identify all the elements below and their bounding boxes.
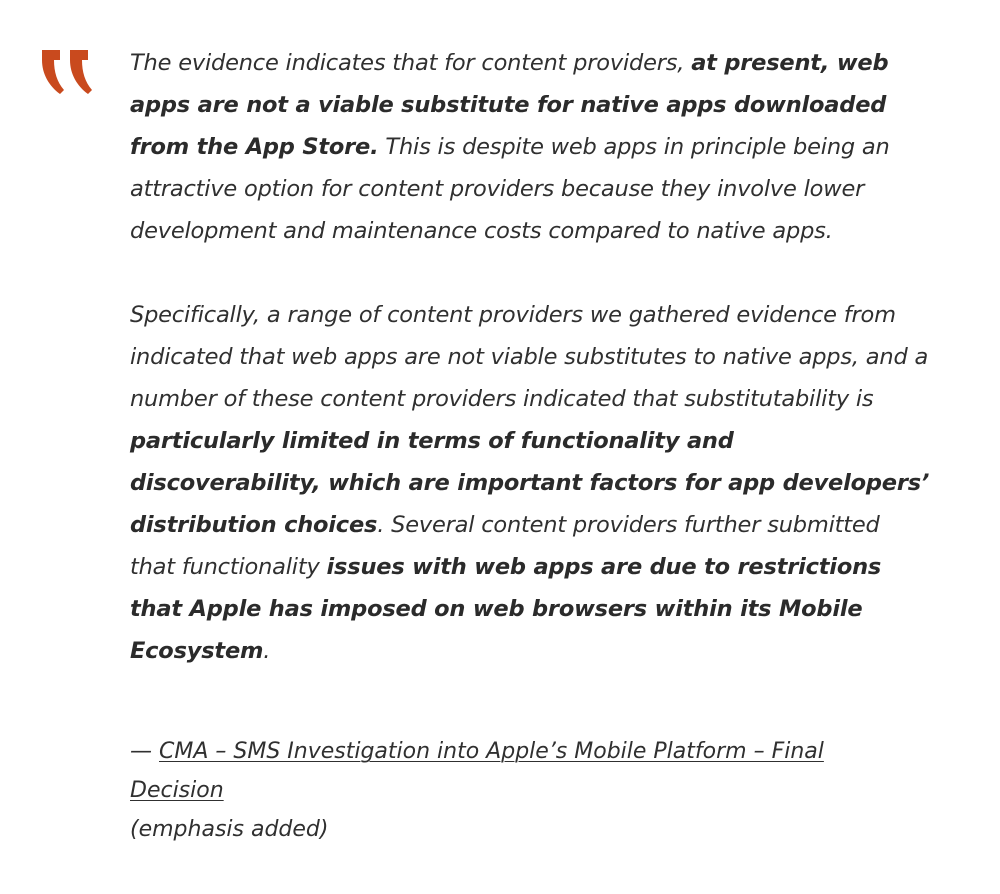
quote-paragraph-1 (130, 42, 930, 252)
quote-emphasis: issues with web apps are due to restrictions that Apple has imposed on web browsers within its Mobile Ecosystem (130, 554, 882, 664)
quote-text: This is despite web apps in principle being an attractive option for content providers because they involve lower development and maintenance costs compared to native apps. (130, 134, 890, 244)
source-link[interactable]: CMA – SMS Investigation into Apple’s Mobile Platform – Final Decision (130, 739, 824, 803)
emphasis-note: (emphasis added) (130, 817, 329, 842)
quote-text: . Several content providers further submitted that functionality (130, 512, 880, 580)
quote-body (130, 42, 930, 672)
attribution-dash: — (130, 739, 159, 764)
quote-emphasis: at present, web apps are not a viable substitute for native apps downloaded from the App Store. (130, 50, 889, 160)
quote-emphasis: particularly limited in terms of functionality and discoverability, which are important factors for app developers’ distribution choices (130, 428, 930, 538)
quote-attribution (130, 732, 890, 849)
quote-text: The evidence indicates that for content providers, (130, 50, 692, 76)
quote-mark-icon (40, 48, 94, 96)
quote-text: Specifically, a range of content providers we gathered evidence from indicated that web apps are not viable substitutes to native apps, and a number of these content providers indicated that substitutability is (130, 302, 929, 412)
quote-text: . (263, 638, 271, 664)
quote-paragraph-2 (130, 294, 930, 672)
